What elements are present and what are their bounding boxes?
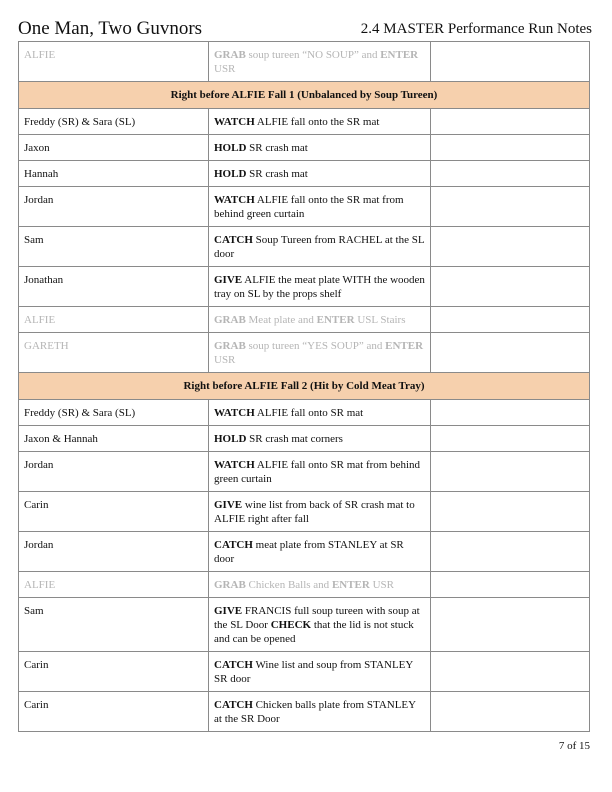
crew-member-cell: ALFIE — [19, 307, 209, 333]
action-text: Chicken balls plate from STANLEY at the SR Door — [214, 699, 416, 725]
action-verb: ENTER — [316, 314, 355, 326]
action-verb: CHECK — [270, 619, 312, 631]
crew-member-cell: Carin — [19, 692, 209, 732]
document-title: 2.4 MASTER Performance Run Notes — [360, 21, 592, 37]
notes-cell — [431, 227, 590, 267]
action-cell — [209, 598, 431, 652]
cue-row — [19, 692, 590, 732]
action-cell — [209, 109, 431, 135]
action-text: ALFIE fall onto the SR mat from behind green curtain — [214, 194, 404, 220]
action-text: ALFIE fall onto the SR mat — [254, 116, 380, 128]
cue-row — [19, 187, 590, 227]
action-text: that the lid is not stuck and can be opened — [214, 619, 414, 645]
action-verb: WATCH — [214, 116, 255, 128]
notes-cell — [431, 532, 590, 572]
cue-row — [19, 161, 590, 187]
action-verb: GIVE — [214, 499, 243, 511]
notes-cell — [431, 42, 590, 82]
action-text: USR — [214, 63, 236, 75]
notes-cell — [431, 307, 590, 333]
action-verb: GRAB — [214, 579, 246, 591]
action-cell — [209, 532, 431, 572]
notes-cell — [431, 692, 590, 732]
cue-row — [19, 109, 590, 135]
action-cell — [209, 307, 431, 333]
action-verb: WATCH — [214, 459, 255, 471]
cue-row — [19, 492, 590, 532]
cue-row — [19, 400, 590, 426]
page-number: 7 of 15 — [558, 740, 590, 752]
cue-row — [19, 598, 590, 652]
notes-cell — [431, 572, 590, 598]
action-text: ALFIE the meat plate WITH the wooden tray on SL by the props shelf — [214, 274, 425, 300]
crew-member-cell: Freddy (SR) & Sara (SL) — [19, 109, 209, 135]
crew-member-cell: Jaxon — [19, 135, 209, 161]
action-verb: GRAB — [214, 49, 246, 61]
action-cell — [209, 333, 431, 373]
action-verb: GRAB — [214, 340, 246, 352]
page-header — [18, 15, 592, 41]
action-verb: WATCH — [214, 407, 255, 419]
section-title: Right before ALFIE Fall 2 (Hit by Cold Meat Tray) — [19, 373, 590, 400]
action-verb: HOLD — [214, 168, 247, 180]
crew-member-cell: Sam — [19, 227, 209, 267]
action-text: USL Stairs — [354, 314, 406, 326]
cue-row — [19, 42, 590, 82]
action-text: Soup Tureen from RACHEL at the SL door — [214, 234, 425, 260]
notes-cell — [431, 426, 590, 452]
action-text: SR crash mat corners — [246, 433, 343, 445]
crew-member-cell: Jordan — [19, 452, 209, 492]
action-text: USR — [369, 579, 394, 591]
action-text: wine list from back of SR crash mat to ALFIE right after fall — [214, 499, 415, 525]
cue-row — [19, 227, 590, 267]
section-title: Right before ALFIE Fall 1 (Unbalanced by Soup Tureen) — [19, 82, 590, 109]
show-title: One Man, Two Guvnors — [18, 18, 203, 39]
action-cell — [209, 42, 431, 82]
crew-member-cell: Carin — [19, 492, 209, 532]
cue-row — [19, 307, 590, 333]
action-verb: GIVE — [214, 274, 243, 286]
action-verb: GRAB — [214, 314, 246, 326]
action-cell — [209, 652, 431, 692]
action-text: soup tureen “NO SOUP” and — [245, 49, 381, 61]
cue-row — [19, 532, 590, 572]
action-verb: CATCH — [214, 699, 253, 711]
action-cell — [209, 400, 431, 426]
cue-row — [19, 572, 590, 598]
action-verb: ENTER — [331, 579, 370, 591]
action-cell — [209, 135, 431, 161]
action-verb: HOLD — [214, 142, 247, 154]
cue-row — [19, 267, 590, 307]
action-text: SR crash mat — [246, 142, 308, 154]
notes-cell — [431, 267, 590, 307]
action-verb: CATCH — [214, 234, 253, 246]
action-cell — [209, 187, 431, 227]
notes-cell — [431, 452, 590, 492]
crew-member-cell: Freddy (SR) & Sara (SL) — [19, 400, 209, 426]
cue-row — [19, 652, 590, 692]
section-header-row — [19, 373, 590, 400]
run-notes-table — [18, 41, 590, 732]
action-verb: CATCH — [214, 659, 253, 671]
crew-member-cell: Hannah — [19, 161, 209, 187]
crew-member-cell: ALFIE — [19, 42, 209, 82]
action-text: FRANCIS full soup tureen with soup at the SL Door — [214, 605, 420, 631]
action-cell — [209, 492, 431, 532]
notes-cell — [431, 135, 590, 161]
action-text: SR crash mat — [246, 168, 308, 180]
action-cell — [209, 452, 431, 492]
action-verb: WATCH — [214, 194, 255, 206]
notes-cell — [431, 400, 590, 426]
action-text: soup tureen “YES SOUP” and — [245, 340, 386, 352]
crew-member-cell: Jaxon & Hannah — [19, 426, 209, 452]
notes-cell — [431, 598, 590, 652]
action-text: USR — [214, 354, 236, 366]
action-text: meat plate from STANLEY at SR door — [214, 539, 404, 565]
action-text: Chicken Balls and — [245, 579, 332, 591]
notes-cell — [431, 187, 590, 227]
cue-row — [19, 135, 590, 161]
action-text: Meat plate and — [245, 314, 317, 326]
action-verb: CATCH — [214, 539, 253, 551]
action-text: Wine list and soup from STANLEY SR door — [214, 659, 413, 685]
action-text: ALFIE fall onto SR mat from behind green curtain — [214, 459, 421, 485]
action-cell — [209, 227, 431, 267]
section-header-row — [19, 82, 590, 109]
cue-row — [19, 333, 590, 373]
action-verb: ENTER — [380, 49, 419, 61]
action-text: ALFIE fall onto SR mat — [254, 407, 364, 419]
notes-cell — [431, 652, 590, 692]
notes-cell — [431, 109, 590, 135]
notes-cell — [431, 333, 590, 373]
action-verb: GIVE — [214, 605, 243, 617]
notes-cell — [431, 161, 590, 187]
action-verb: ENTER — [385, 340, 424, 352]
crew-member-cell: Jordan — [19, 187, 209, 227]
action-cell — [209, 692, 431, 732]
crew-member-cell: Jonathan — [19, 267, 209, 307]
notes-cell — [431, 492, 590, 532]
action-cell — [209, 426, 431, 452]
cue-row — [19, 426, 590, 452]
crew-member-cell: ALFIE — [19, 572, 209, 598]
action-verb: HOLD — [214, 433, 247, 445]
crew-member-cell: Jordan — [19, 532, 209, 572]
crew-member-cell: Carin — [19, 652, 209, 692]
cue-row — [19, 452, 590, 492]
crew-member-cell: GARETH — [19, 333, 209, 373]
action-cell — [209, 267, 431, 307]
crew-member-cell: Sam — [19, 598, 209, 652]
action-cell — [209, 161, 431, 187]
action-cell — [209, 572, 431, 598]
